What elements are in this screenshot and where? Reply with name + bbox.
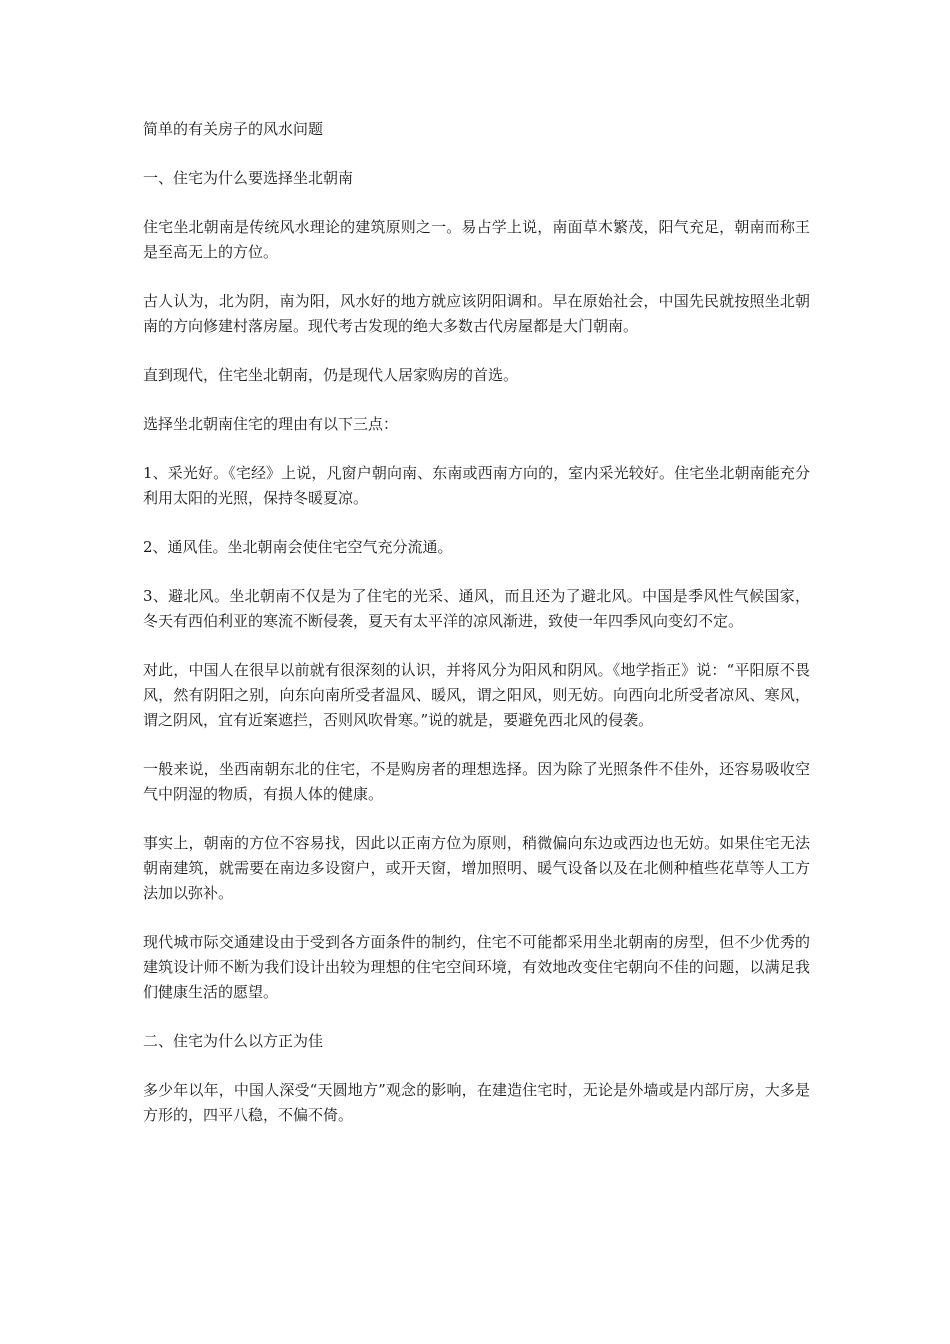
- paragraph: 选择坐北朝南住宅的理由有以下三点：: [143, 415, 399, 433]
- document-page: [143, 117, 810, 1152]
- section-heading-1: 一、住宅为什么要选择坐北朝南: [143, 169, 354, 187]
- paragraph: 直到现代，住宅坐北朝南，仍是现代人居家购房的首选。: [143, 366, 519, 384]
- list-item: 3、避北风。坐北朝南不仅是为了住宅的光采、通风，而且还为了避北风。中国是季风性气候国家，冬天有西伯利亚的寒流不断侵袭，夏天有太平洋的凉风渐进，致使一年四季风向变幻不定。: [143, 587, 810, 630]
- list-item: 2、通风佳。坐北朝南会使住宅空气充分流通。: [143, 538, 453, 556]
- paragraph: 住宅坐北朝南是传统风水理论的建筑原则之一。易占学上说，南面草木繁茂，阳气充足，朝南而称王是至高无上的方位。: [143, 218, 810, 261]
- paragraph: 一般来说，坐西南朝东北的住宅，不是购房者的理想选择。因为除了光照条件不佳外，还容易吸收空气中阴湿的物质，有损人体的健康。: [143, 760, 810, 803]
- list-item: 1、采光好。《宅经》上说，凡窗户朝向南、东南或西南方向的，室内采光较好。住宅坐北朝南能充分利用太阳的光照，保持冬暖夏凉。: [143, 464, 810, 507]
- paragraph: 现代城市际交通建设由于受到各方面条件的制约，住宅不可能都采用坐北朝南的房型，但不少优秀的建筑设计师不断为我们设计出较为理想的住宅空间环境，有效地改变住宅朝向不佳的问题，以满足我们健康生活的愿望。: [143, 933, 810, 1001]
- paragraph: 古人认为，北为阴，南为阳，风水好的地方就应该阴阳调和。早在原始社会，中国先民就按照坐北朝南的方向修建村落房屋。现代考古发现的绝大多数古代房屋都是大门朝南。: [143, 292, 810, 335]
- paragraph: 对此，中国人在很早以前就有很深刻的认识，并将风分为阳风和阴风。《地学指正》说：“平阳原不畏风，然有阴阳之别，向东向南所受者温风、暖风，谓之阳风，则无妨。向西向北所受者凉风、寒风，谓之阴风，宜有近案遮拦，否则风吹骨寒。”说的就是，要避免西北风的侵袭。: [143, 661, 810, 729]
- paragraph: 多少年以年，中国人深受“天圆地方”观念的影响，在建造住宅时，无论是外墙或是内部厅房，大多是方形的，四平八稳，不偏不倚。: [143, 1081, 810, 1124]
- paragraph: 事实上，朝南的方位不容易找，因此以正南方位为原则，稍微偏向东边或西边也无妨。如果住宅无法朝南建筑，就需要在南边多设窗户，或开天窗，增加照明、暖气设备以及在北侧种植些花草等人工方法加以弥补。: [143, 834, 810, 902]
- section-heading-2: 二、住宅为什么以方正为佳: [143, 1032, 324, 1050]
- document-title: 简单的有关房子的风水问题: [143, 120, 324, 138]
